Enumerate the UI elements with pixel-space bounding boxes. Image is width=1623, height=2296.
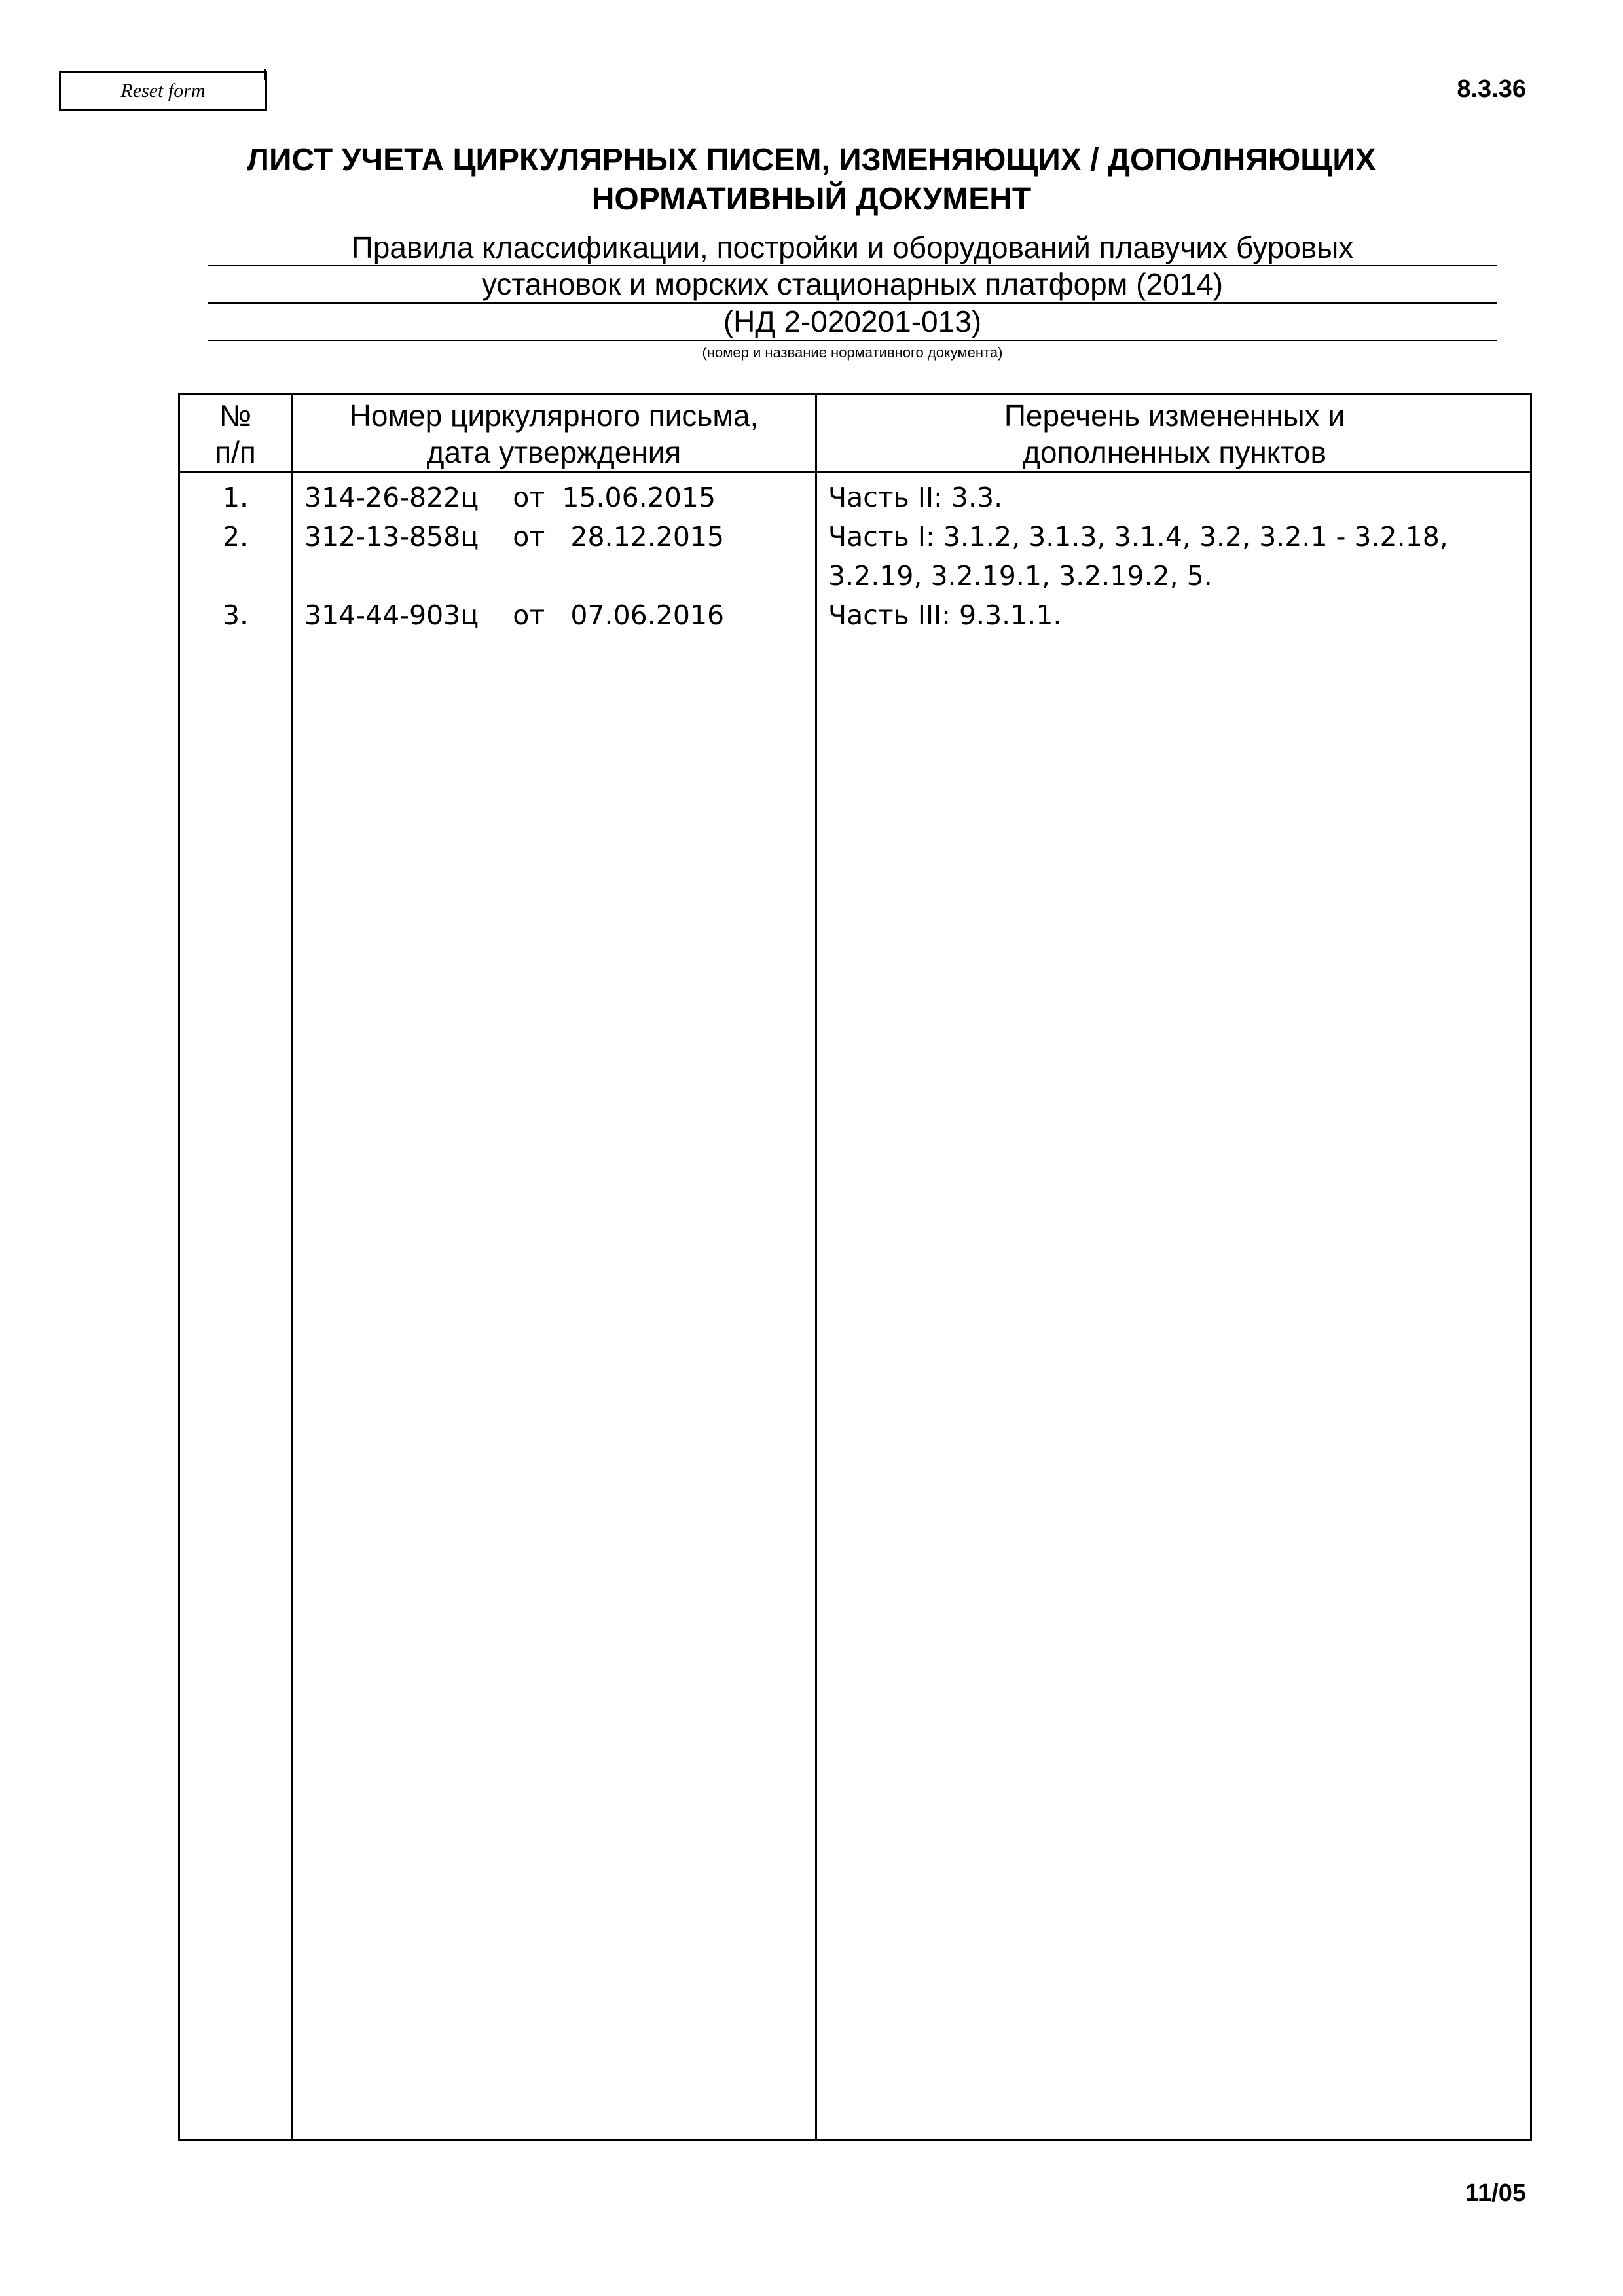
row-items: Часть II: 3.3. — [828, 482, 1003, 513]
column-divider-1 — [291, 395, 293, 2139]
underline-1 — [208, 265, 1497, 266]
document-caption: (номер и название нормативного документа) — [702, 344, 1003, 361]
row-letter: 314-44-903ц от 07.06.2016 — [304, 600, 725, 631]
header-divider — [180, 471, 1530, 473]
reset-button-tick — [264, 69, 266, 80]
header-number-line-1: № — [219, 399, 252, 433]
title-line-2: НОРМАТИВНЫЙ ДОКУМЕНТ — [591, 182, 1032, 217]
row-number: 1. — [222, 482, 249, 513]
column-divider-2 — [815, 395, 817, 2139]
page-title — [79, 141, 1544, 219]
header-items-line-1: Перечень измененных и — [1004, 399, 1345, 433]
header-number — [180, 397, 291, 471]
row-items: Часть III: 9.3.1.1. — [828, 600, 1062, 631]
reset-form-button[interactable]: Reset form — [59, 71, 267, 111]
header-letter — [293, 397, 815, 471]
form-code: 8.3.36 — [1457, 75, 1526, 103]
document-name-line-2: установок и морских стационарных платформ (2014) — [481, 267, 1224, 301]
footer-code: 11/05 — [1465, 2179, 1526, 2207]
header-items-line-2: дополненных пунктов — [1023, 435, 1326, 469]
row-items: Часть I: 3.1.2, 3.1.3, 3.1.4, 3.2, 3.2.1 - 3.2.18, 3.2.19, 3.2.19.1, 3.2.19.2, 5. — [828, 521, 1448, 592]
row-letter: 312-13-858ц от 28.12.2015 — [304, 521, 725, 552]
title-line-1: ЛИСТ УЧЕТА ЦИРКУЛЯРНЫХ ПИСЕМ, ИЗМЕНЯЮЩИХ / ДОПОЛНЯЮЩИХ — [247, 143, 1376, 177]
underline-3 — [208, 340, 1497, 341]
row-number: 2. — [222, 521, 249, 552]
document-name-line-1: Правила классификации, постройки и оборудований плавучих буровых — [351, 230, 1354, 264]
header-items — [817, 397, 1532, 471]
document-number: (НД 2-020201-013) — [723, 304, 982, 338]
header-number-line-2: п/п — [215, 435, 256, 469]
circular-letters-table — [178, 393, 1532, 2141]
header-letter-line-2: дата утверждения — [426, 435, 682, 469]
underline-2 — [208, 302, 1497, 304]
row-letter: 314-26-822ц от 15.06.2015 — [304, 482, 716, 513]
header-letter-line-1: Номер циркулярного письма, — [349, 399, 759, 433]
row-number: 3. — [222, 600, 249, 631]
